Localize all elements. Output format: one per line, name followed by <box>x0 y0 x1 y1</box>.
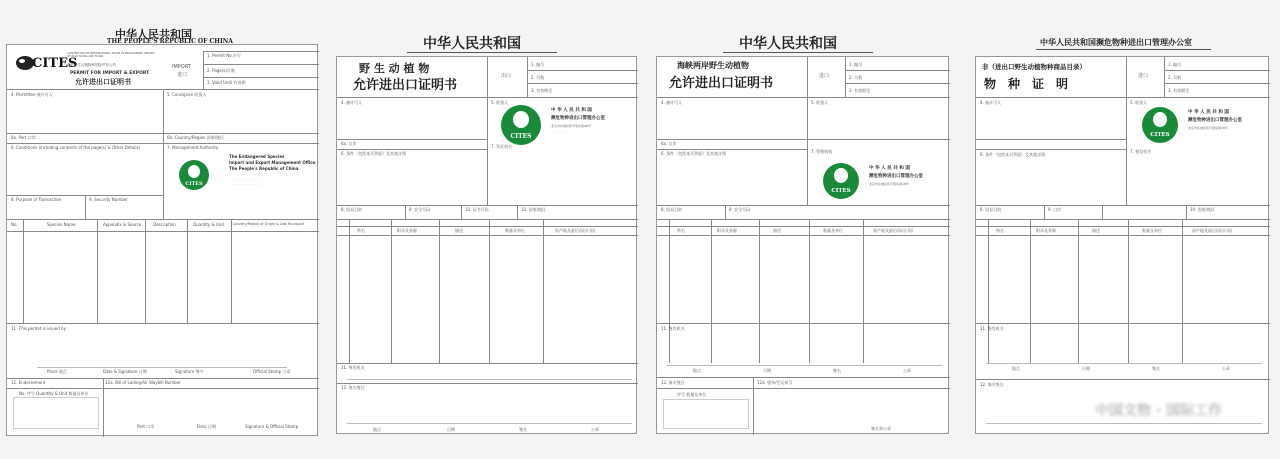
form3-f4: 4. 被许可人 <box>661 100 683 105</box>
form4-c1: 1. 编号 <box>1168 62 1182 67</box>
form4-title-cn: 中华人民共和国濒危物种进出口管理办公室 <box>1040 37 1192 47</box>
form4-h-b: 附录及来源 <box>1036 228 1056 233</box>
cites-logo-icon <box>15 51 78 73</box>
form1-ma-en1: The Endangered Species <box>229 154 285 159</box>
form3-f12b: 序号 数量及单位 <box>677 392 707 397</box>
form1-office-cn: 濒危野生动植物种国际贸易公约 <box>67 63 116 67</box>
form4-f12: 12. 海关签注 <box>980 382 1004 387</box>
form4-h-c: 描述 <box>1092 228 1100 233</box>
form4-date: 日期 <box>1082 366 1090 371</box>
form3-place: 地点 <box>693 368 701 373</box>
form-wildlife-permit: 中华人民共和国 野 生 动 植 物 允许进出口证明书 出口 1. 编号 2. 页数 3. 有效期至 4. 被许可人 5. 收货人 6a. 口岸 6. 条件（包括本页背面）及其他详情 7. 发证机关 CITES 中 华 人 民 共 和 国 濒危物种进出口管理办公室 北京市东城区和平里东街18号 · · · · · · · · · · · 8. 贸易目的 9. 安全号码 10. 证书号码 10. 国家/地区 物名 附录及来源 描述 数量及单位 原产地及最后再出口国 11. 签发机关 12. 海关签注 地点 日期 签名 公章 <box>336 56 637 434</box>
form2-ma1: 中 华 人 民 共 和 国 <box>551 108 592 113</box>
form2-f9: 9. 安全号码 <box>409 207 431 212</box>
form1-permit-en: PERMIT FOR IMPORT & EXPORT <box>70 71 150 76</box>
form2-f4: 4. 被许可人 <box>341 100 363 105</box>
form2-stamp: 公章 <box>591 427 599 432</box>
form3-im: 进口 <box>819 73 830 79</box>
form1-stamp: Official Stamp 公章 <box>253 369 291 374</box>
form3-sub1: 海峡两岸野生动植物 <box>677 60 749 70</box>
form3-f12: 12. 海关签注 <box>661 380 685 385</box>
form3-f6a: 6a. 口岸 <box>661 141 677 146</box>
form1-col-e: Country/Region of Origin & Last Re-export <box>233 222 305 226</box>
form1-f12: 12. Endorsement <box>11 380 46 385</box>
form3-sub2: 允许进出口证明书 <box>669 76 774 91</box>
form4-f7: 7. 签发机关 <box>1130 149 1152 154</box>
form1-signature: Signature 签字 <box>175 369 204 374</box>
form2-h-a: 物名 <box>357 228 365 233</box>
form3-f6b: 6. 条件（包括本页背面）及其他详情 <box>661 151 727 156</box>
cites-panda-seal: CITES <box>823 163 859 199</box>
form-species-certificate: 中华人民共和国濒危物种进出口管理办公室 非（进出口野生动植物种商品目录） 物 种 证 明 进口 1. 编号 2. 页数 3. 有效期至 4. 被许可人 5. 收货人 6. 条件（包括本页背面）及其他详情 7. 签发机关 CITES 中 华 人 民 共 和 国 濒危物种进出口管理办公室 北京市东城区和平里东街18号 8. 贸易目的 9. 口岸 10. 国家/地区 物名 附录及来源 描述 数量及单位 原产地及最后再出口国 11. 签发机关 地点 日期 签名 公章 12. 海关签注 <box>975 56 1269 434</box>
form3-f5: 5. 收货人 <box>811 100 829 105</box>
form4-f6: 6. 条件（包括本页背面）及其他详情 <box>980 152 1046 157</box>
form4-c2: 2. 页数 <box>1168 75 1182 80</box>
form2-h-e: 原产地及最后再出口国 <box>555 228 595 233</box>
form1-place: Place 地点 <box>47 369 67 374</box>
form3-h-d: 数量及单位 <box>823 228 843 233</box>
form4-im: 进口 <box>1138 73 1149 79</box>
form4-sub2: 物 种 证 明 <box>984 77 1069 91</box>
form2-c2: 2. 页数 <box>531 75 545 80</box>
form4-f9: 9. 口岸 <box>1048 207 1062 212</box>
form3-ma1: 中 华 人 民 共 和 国 <box>869 166 910 171</box>
form4-f10: 10. 国家/地区 <box>1190 207 1215 212</box>
form1-date2: Date 日期 <box>197 424 216 429</box>
form3-h-e: 原产地及最后再出口国 <box>873 228 913 233</box>
form2-date: 日期 <box>447 427 455 432</box>
form1-sig-stamp: Signature & Official Stamp <box>245 424 299 429</box>
form1-f5: 5. Consignee 收货人 <box>167 92 207 97</box>
form2-sub1: 野 生 动 植 物 <box>359 62 430 75</box>
form3-f11: 11. 签发机关 <box>661 326 685 331</box>
form3-h-a: 物名 <box>677 228 685 233</box>
cites-panda-seal: CITES <box>179 160 209 190</box>
form4-c3: 3. 有效期至 <box>1168 88 1190 93</box>
form3-c2: 2. 页数 <box>849 75 863 80</box>
form2-f10: 10. 证书号码 <box>465 207 489 212</box>
form4-ma1: 中 华 人 民 共 和 国 <box>1188 110 1229 115</box>
form2-h-c: 描述 <box>455 228 463 233</box>
form1-valid-until: 3. Valid Until 有效期 <box>207 80 246 85</box>
form-import-export-permit: 中华人民共和国 THE PEOPLE'S REPUBLIC OF CHINA CITES CONVENTION ON INTERNATIONAL TRADE IN ENDANGERED SPECIES OF WILD FAUNA AND FLORA 濒危野生动植物种国际贸易公约 PERMIT FOR IMPORT & EXPORT 允许进出口证明书 IMPORT 进口 1. Permit No.许可 2. Page(s)页数 3. Valid Until 有效期 4. Permittee 被许可人 5. Consignee 收货人 6a. Port 口岸 6b. Country/Region 国家/地区 6. Conditions (including contents of the page(s) & Other Details) 7. Management Authority CITES The Endangered Species Import and Export Management Office The People's Republic of China · · · · · · · · · · · · · · · · · · · · · · · · · · · · · · · · · · · · · · · · · · · · · · · · · · · 8. Purpose of Transaction 9. Security Number No. Species Name Appendix & Source Description Quantity & Unit Country/Region of Origin & Last Re-export 11. This permit is issued by Place 地点 Date & Signature 日期 Signature 签字 Official Stamp 公章 12. Endorsement 12a. Bill of Lading/Air Waybill Number No. 序号 Quantity & Unit 数量及单位 Port 口岸 Date 日期 Signature & Official Stamp <box>6 44 318 436</box>
form2-ma2: 濒危物种进出口管理办公室 <box>551 116 605 121</box>
form4-sub1: 非（进出口野生动植物种商品目录） <box>982 63 1086 71</box>
form3-date: 日期 <box>763 368 771 373</box>
form4-f4: 4. 被许可人 <box>980 100 1002 105</box>
form1-f8: 8. Purpose of Transaction <box>11 197 62 202</box>
form3-h-b: 附录及来源 <box>717 228 737 233</box>
form3-f9: 9. 安全号码 <box>729 207 751 212</box>
form1-f6: 6. Conditions (including contents of the page(s) & Other Details) <box>11 145 141 150</box>
form2-f5: 5. 收货人 <box>491 100 509 105</box>
form3-c3: 3. 有效期至 <box>849 88 871 93</box>
form3-f8: 8. 贸易目的 <box>661 207 683 212</box>
form1-date: Date & Signature 日期 <box>103 369 147 374</box>
form1-pages: 2. Page(s)页数 <box>207 68 235 73</box>
form2-c3: 3. 有效期至 <box>531 88 553 93</box>
form1-f12a: 12a. Bill of Lading/Air Waybill Number <box>105 380 181 385</box>
form1-col-b: Appendix & Source <box>103 222 142 227</box>
form2-title-cn: 中华人民共和国 <box>423 36 521 52</box>
form1-f12b: No. 序号 Quantity & Unit 数量及单位 <box>19 391 89 396</box>
form3-h-c: 描述 <box>773 228 781 233</box>
form1-f6a: 6a. Port 口岸 <box>11 135 36 140</box>
form-cross-strait-permit: 中华人民共和国 海峡两岸野生动植物 允许进出口证明书 进口 1. 编号 2. 页数 3. 有效期至 4. 被许可人 5. 收货人 6a. 口岸 6. 条件（包括本页背面）及其他详情 7. 管理机构 CITES 中 华 人 民 共 和 国 濒危物种进出口管理办公室 北京市东城区和平里东街18号 8. 贸易目的 9. 安全号码 物名 附录及来源 描述 数量及单位 原产地及最后再出口国 11. 签发机关 地点 日期 签名 公章 12. 海关签注 12a. 提单/空运单号 序号 数量及单位 签名和公章 <box>656 56 949 434</box>
form2-f6b: 6. 条件（包括本页背面）及其他详情 <box>341 151 407 156</box>
form1-ma-en2: Import and Export Management Office <box>229 160 316 165</box>
form4-h-e: 原产地及最后再出口国 <box>1192 228 1232 233</box>
form1-col-no: No. <box>11 222 18 227</box>
form2-f10b: 10. 国家/地区 <box>521 207 546 212</box>
form2-f6a: 6a. 口岸 <box>341 141 357 146</box>
form2-h-d: 数量及单位 <box>505 228 525 233</box>
cites-logo <box>15 51 78 73</box>
form3-f12a: 12a. 提单/空运单号 <box>757 380 793 385</box>
form1-f4: 4. Permittee 被许可人 <box>11 92 53 97</box>
form2-h-b: 附录及来源 <box>397 228 417 233</box>
form3-sig: 签名 <box>833 368 841 373</box>
form1-f11: 11. This permit is issued by <box>11 326 66 331</box>
form1-f6b: 6b. Country/Region 国家/地区 <box>167 135 225 140</box>
form4-ma2: 濒危物种进出口管理办公室 <box>1188 118 1242 123</box>
form1-title-en: THE PEOPLE'S REPUBLIC OF CHINA <box>107 38 233 45</box>
form1-col-c: Description <box>153 222 176 227</box>
form2-f7: 7. 发证机关 <box>491 144 513 149</box>
form1-col-d: Quantity & Unit <box>193 222 225 227</box>
form4-sig: 签名 <box>1152 366 1160 371</box>
form4-f11: 11. 签发机关 <box>980 326 1004 331</box>
form1-permit-no: 1. Permit No.许可 <box>207 53 241 58</box>
form4-h-d: 数量及单位 <box>1142 228 1162 233</box>
form3-title-cn: 中华人民共和国 <box>739 36 837 52</box>
form2-c1: 1. 编号 <box>531 62 545 67</box>
form1-conv-text: CONVENTION ON INTERNATIONAL TRADE IN ENDANGERED SPECIES OF WILD FAUNA AND FLORA <box>67 52 155 58</box>
form1-port: Port 口岸 <box>137 424 155 429</box>
form4-place: 地点 <box>1012 366 1020 371</box>
form4-h-a: 物名 <box>996 228 1004 233</box>
watermark: 中国文物 · 国际工作 <box>1095 403 1223 419</box>
cites-panda-seal: CITES <box>501 105 541 145</box>
form3-ma2: 濒危物种进出口管理办公室 <box>869 174 923 179</box>
form4-f5: 5. 收货人 <box>1130 100 1148 105</box>
form1-ma-en3: The People's Republic of China <box>229 166 299 171</box>
form2-f12: 12. 海关签注 <box>341 385 365 390</box>
svg-text:CITES: CITES <box>32 56 78 71</box>
form2-place: 地点 <box>373 427 381 432</box>
form3-c1: 1. 编号 <box>849 62 863 67</box>
form1-import-cn: 进口 <box>177 72 188 78</box>
form2-sig: 签名 <box>519 427 527 432</box>
form1-permit-cn: 允许进出口证明书 <box>75 78 131 86</box>
form1-f9: 9. Security Number <box>89 197 128 202</box>
form1-f7: 7. Management Authority <box>167 145 219 150</box>
form2-sub2: 允许进出口证明书 <box>353 78 458 93</box>
form3-stamp2: 签名和公章 <box>871 426 891 431</box>
cites-panda-seal: CITES <box>1142 107 1178 143</box>
form3-f7: 7. 管理机构 <box>811 149 833 154</box>
form3-stamp: 公章 <box>903 368 911 373</box>
form1-import-en: IMPORT <box>172 64 191 70</box>
form2-f11: 11. 签发机关 <box>341 365 365 370</box>
form1-col-a: Species Name <box>47 222 76 227</box>
form1-title-cn: 中华人民共和国 <box>115 28 192 41</box>
form2-im: 出口 <box>501 73 512 79</box>
form4-f8: 8. 贸易目的 <box>980 207 1002 212</box>
form4-stamp: 公章 <box>1222 366 1230 371</box>
form2-f8: 8. 贸易目的 <box>341 207 363 212</box>
